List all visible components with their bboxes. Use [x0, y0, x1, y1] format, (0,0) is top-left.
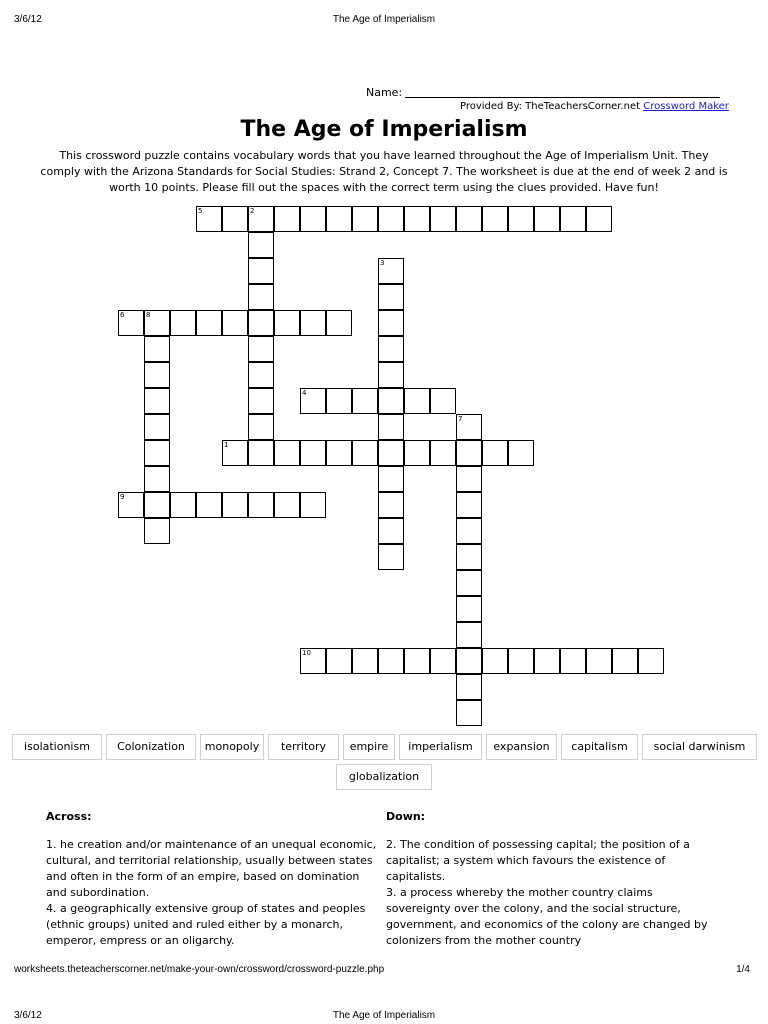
crossword-cell[interactable] — [534, 648, 560, 674]
crossword-cell[interactable] — [378, 284, 404, 310]
across-clue: 4. a geographically extensive group of states and peoples (ethnic groups) united and ruled either by a monarch, emperor, empress or an oligarchy. — [46, 902, 366, 947]
crossword-cell[interactable] — [404, 206, 430, 232]
crossword-cell[interactable] — [352, 648, 378, 674]
word-bank-item: globalization — [336, 764, 432, 790]
crossword-cell[interactable] — [482, 440, 508, 466]
crossword-cell[interactable] — [196, 492, 222, 518]
crossword-cell[interactable] — [144, 310, 170, 336]
crossword-cell[interactable] — [300, 388, 326, 414]
crossword-cell[interactable] — [248, 414, 274, 440]
crossword-cell[interactable] — [482, 648, 508, 674]
crossword-cell[interactable] — [196, 206, 222, 232]
crossword-cell[interactable] — [274, 492, 300, 518]
crossword-cell[interactable] — [300, 648, 326, 674]
crossword-cell[interactable] — [378, 492, 404, 518]
crossword-cell[interactable] — [456, 440, 482, 466]
crossword-cell[interactable] — [352, 206, 378, 232]
crossword-cell[interactable] — [482, 206, 508, 232]
crossword-cell[interactable] — [456, 570, 482, 596]
crossword-cell[interactable] — [456, 206, 482, 232]
word-bank-item: monopoly — [200, 734, 264, 760]
crossword-cell[interactable] — [456, 622, 482, 648]
crossword-cell[interactable] — [144, 518, 170, 544]
crossword-cell[interactable] — [378, 466, 404, 492]
word-bank-item: Colonization — [106, 734, 196, 760]
crossword-cell[interactable] — [248, 232, 274, 258]
crossword-cell[interactable] — [430, 648, 456, 674]
crossword-cell[interactable] — [248, 206, 274, 232]
crossword-cell[interactable] — [248, 492, 274, 518]
across-clues — [46, 837, 382, 949]
crossword-cell[interactable] — [248, 440, 274, 466]
next-header-title: The Age of Imperialism — [332, 1010, 436, 1021]
across-clue: 1. he creation and/or maintenance of an unequal economic, cultural, and territorial relationship, usually between states and often in the form of an empire, based on domination and subordination. — [46, 838, 377, 899]
crossword-cell[interactable] — [430, 440, 456, 466]
crossword-cell[interactable] — [170, 492, 196, 518]
crossword-cell[interactable] — [326, 648, 352, 674]
down-clue: 3. a process whereby the mother country claims sovereignty over the colony, and the social structure, government, and economics of the colony are changed by colonizers from the mother country — [386, 886, 708, 947]
word-bank-item: social darwinism — [642, 734, 757, 760]
crossword-cell[interactable] — [378, 544, 404, 570]
clue-number: 7 — [458, 415, 463, 423]
crossword-cell[interactable] — [404, 648, 430, 674]
crossword-cell[interactable] — [404, 388, 430, 414]
crossword-cell[interactable] — [144, 362, 170, 388]
crossword-cell[interactable] — [378, 362, 404, 388]
header-title: The Age of Imperialism — [332, 14, 436, 25]
crossword-cell[interactable] — [144, 466, 170, 492]
crossword-cell[interactable] — [456, 544, 482, 570]
crossword-cell[interactable] — [274, 310, 300, 336]
crossword-cell[interactable] — [560, 648, 586, 674]
crossword-cell[interactable] — [326, 388, 352, 414]
crossword-cell[interactable] — [170, 310, 196, 336]
crossword-cell[interactable] — [326, 440, 352, 466]
next-header-date: 3/6/12 — [14, 1010, 42, 1021]
crossword-cell[interactable] — [378, 648, 404, 674]
crossword-cell[interactable] — [144, 388, 170, 414]
crossword-cell[interactable] — [456, 466, 482, 492]
crossword-cell[interactable] — [248, 362, 274, 388]
crossword-cell[interactable] — [222, 310, 248, 336]
crossword-maker-link[interactable]: Crossword Maker — [643, 101, 729, 112]
word-bank-item: imperialism — [399, 734, 482, 760]
crossword-cell[interactable] — [456, 648, 482, 674]
crossword-cell[interactable] — [378, 518, 404, 544]
crossword-cell[interactable] — [222, 206, 248, 232]
word-bank-item: empire — [343, 734, 395, 760]
word-bank-item: capitalism — [561, 734, 638, 760]
crossword-cell[interactable] — [430, 388, 456, 414]
crossword-cell[interactable] — [118, 492, 144, 518]
crossword-cell[interactable] — [378, 388, 404, 414]
crossword-cell[interactable] — [378, 310, 404, 336]
crossword-cell[interactable] — [456, 414, 482, 440]
crossword-cell[interactable] — [248, 388, 274, 414]
word-bank-item: territory — [268, 734, 339, 760]
crossword-cell[interactable] — [378, 336, 404, 362]
down-clue: 2. The condition of possessing capital; the position of a capitalist; a system which favours the existence of capitalists. — [386, 838, 690, 883]
crossword-cell[interactable] — [222, 440, 248, 466]
clue-number: 2 — [250, 207, 255, 215]
crossword-cell[interactable] — [378, 206, 404, 232]
clue-number: 8 — [146, 311, 151, 319]
across-heading: Across: — [46, 810, 92, 823]
crossword-cell[interactable] — [508, 648, 534, 674]
crossword-cell[interactable] — [144, 414, 170, 440]
crossword-cell[interactable] — [378, 258, 404, 284]
crossword-cell[interactable] — [300, 310, 326, 336]
footer-url: worksheets.theteacherscorner.net/make-your-own/crossword/crossword-puzzle.php — [14, 964, 385, 975]
crossword-cell[interactable] — [248, 310, 274, 336]
crossword-cell[interactable] — [144, 336, 170, 362]
word-bank-item: expansion — [486, 734, 557, 760]
crossword-cell[interactable] — [456, 674, 482, 700]
crossword-cell[interactable] — [534, 206, 560, 232]
header-date: 3/6/12 — [14, 14, 42, 25]
crossword-cell[interactable] — [378, 414, 404, 440]
crossword-cell[interactable] — [560, 206, 586, 232]
crossword-cell[interactable] — [586, 648, 612, 674]
footer-page: 1/4 — [736, 964, 750, 975]
provided-text: Provided By: TheTeachersCorner.net — [460, 101, 641, 112]
clue-number: 1 — [224, 441, 229, 449]
crossword-cell[interactable] — [144, 492, 170, 518]
crossword-cell[interactable] — [352, 388, 378, 414]
crossword-cell[interactable] — [612, 648, 638, 674]
clue-number: 5 — [198, 207, 203, 215]
crossword-cell[interactable] — [196, 310, 222, 336]
crossword-cell[interactable] — [378, 440, 404, 466]
crossword-cell[interactable] — [300, 492, 326, 518]
crossword-cell[interactable] — [430, 206, 456, 232]
crossword-cell[interactable] — [508, 206, 534, 232]
crossword-cell[interactable] — [222, 492, 248, 518]
crossword-cell[interactable] — [326, 310, 352, 336]
crossword-cell[interactable] — [456, 596, 482, 622]
word-bank-item: isolationism — [12, 734, 102, 760]
intro-text: This crossword puzzle contains vocabulary words that you have learned throughout the Age of Imperialism Unit. They comply with the Arizona Standards for Social Studies: Strand 2, Concept 7. The worksheet is due at the end of week 2 and is worth 10 points. Please fill out the spaces with the correct term using the clues provided. Have fun! — [40, 149, 728, 194]
crossword-cell[interactable] — [274, 206, 300, 232]
crossword-cell[interactable] — [352, 440, 378, 466]
crossword-cell[interactable] — [274, 440, 300, 466]
name-label: Name: — [366, 86, 403, 99]
crossword-cell[interactable] — [586, 206, 612, 232]
crossword-cell[interactable] — [300, 440, 326, 466]
clue-number: 9 — [120, 493, 125, 501]
crossword-cell[interactable] — [248, 336, 274, 362]
down-clues — [386, 837, 716, 949]
crossword-cell[interactable] — [456, 700, 482, 726]
crossword-cell[interactable] — [144, 440, 170, 466]
crossword-cell[interactable] — [248, 284, 274, 310]
crossword-cell[interactable] — [456, 492, 482, 518]
crossword-cell[interactable] — [118, 310, 144, 336]
crossword-cell[interactable] — [326, 206, 352, 232]
crossword-cell[interactable] — [248, 258, 274, 284]
crossword-cell[interactable] — [456, 518, 482, 544]
crossword-cell[interactable] — [638, 648, 664, 674]
clue-number: 10 — [302, 649, 311, 657]
crossword-cell[interactable] — [300, 206, 326, 232]
crossword-cell[interactable] — [508, 440, 534, 466]
page-title: The Age of Imperialism — [240, 117, 528, 142]
crossword-cell[interactable] — [404, 440, 430, 466]
clue-number: 6 — [120, 311, 125, 319]
clue-number: 3 — [380, 259, 385, 267]
clue-number: 4 — [302, 389, 307, 397]
down-heading: Down: — [386, 810, 426, 823]
